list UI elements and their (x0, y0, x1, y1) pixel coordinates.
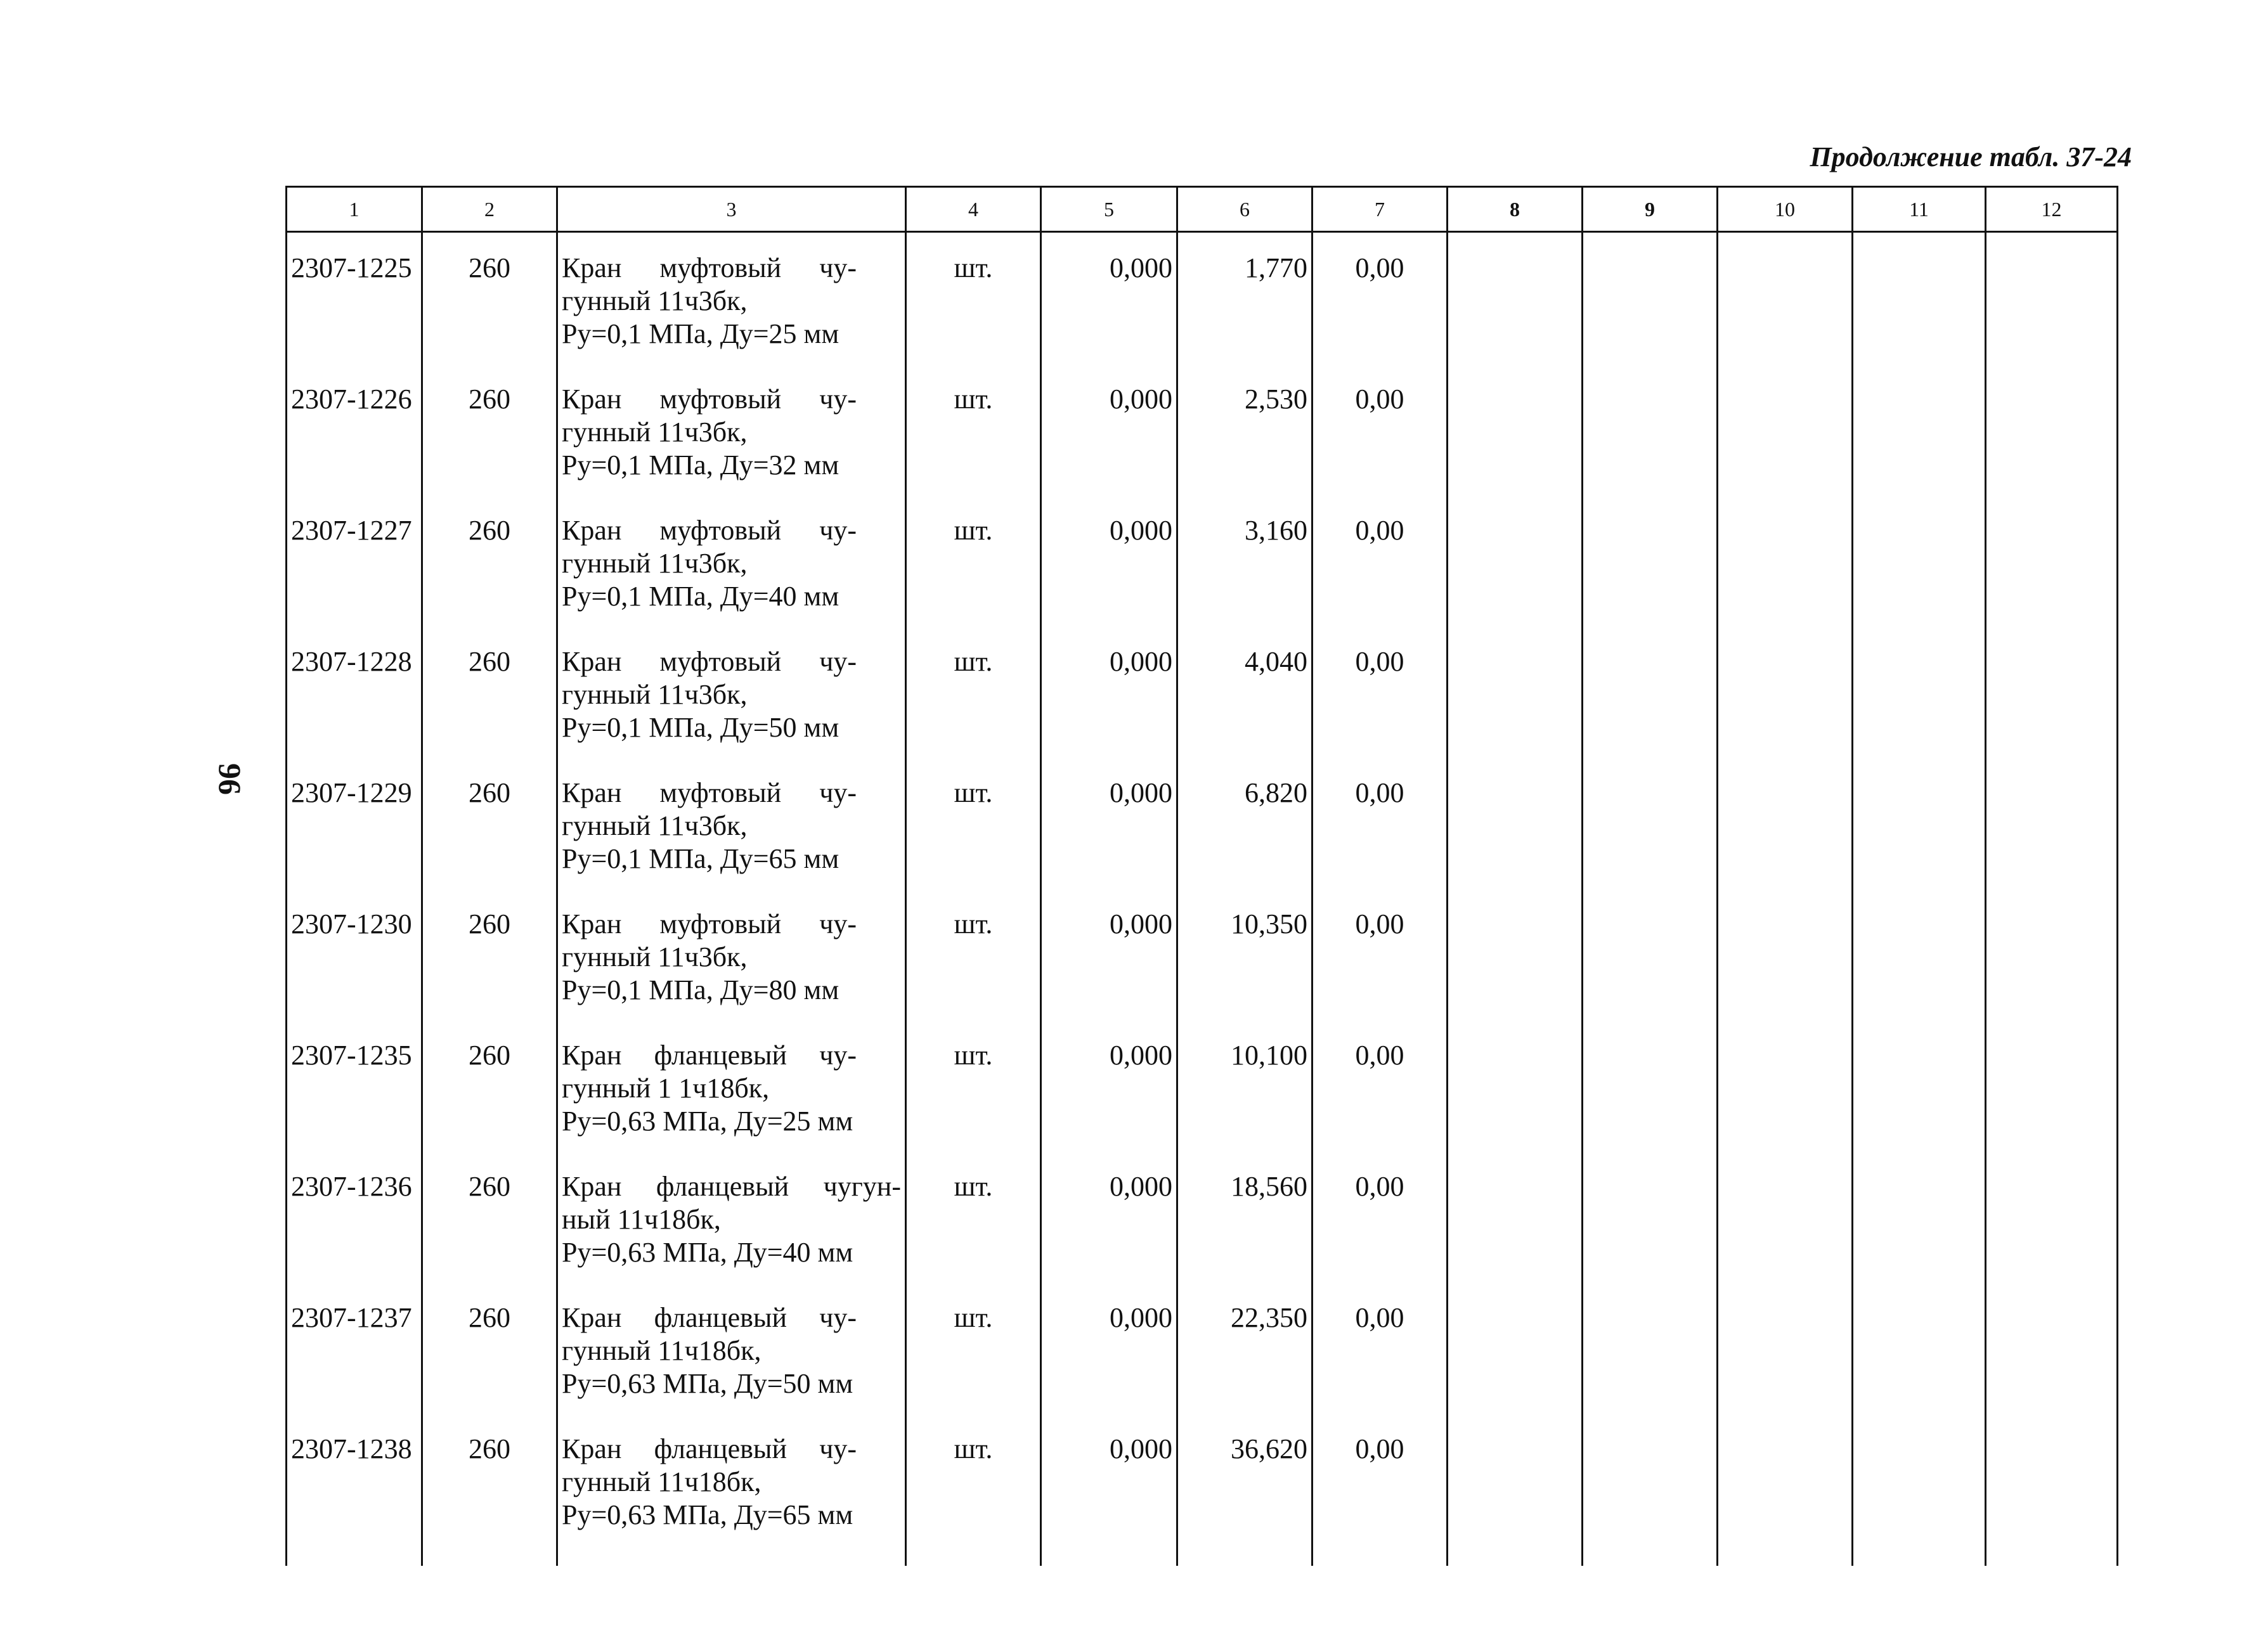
cell-empty (1718, 758, 1853, 889)
cell-code: 2307-1235 (287, 1020, 422, 1151)
cell-group: 260 (422, 1414, 557, 1566)
cell-col6: 3,160 (1177, 495, 1312, 626)
cell-empty (1718, 1414, 1853, 1566)
cell-code: 2307-1238 (287, 1414, 422, 1566)
description-line: Pу=0,1 МПа, Дy=32 мм (562, 449, 839, 481)
cell-empty (1583, 1151, 1718, 1282)
cell-unit: шт. (906, 1151, 1041, 1282)
description-line: Pу=0,1 МПа, Дy=40 мм (562, 581, 839, 612)
description-line: Кран фланцевый чугун- (562, 1171, 901, 1202)
cell-description (557, 495, 906, 626)
cell-empty (1853, 495, 1986, 626)
description-line: Pу=0,63 МПа, Дy=25 мм (562, 1106, 853, 1137)
cell-description (557, 889, 906, 1020)
description-line: Pу=0,63 МПа, Дy=40 мм (562, 1237, 853, 1268)
cell-empty (1448, 364, 1583, 495)
cell-col6: 36,620 (1177, 1414, 1312, 1566)
cell-code: 2307-1225 (287, 232, 422, 365)
cell-col5: 0,000 (1041, 889, 1177, 1020)
cell-empty (1583, 1414, 1718, 1566)
cell-empty (1448, 232, 1583, 365)
cell-col5: 0,000 (1041, 758, 1177, 889)
description-line: гунный 11ч3бк, (562, 810, 748, 841)
description-line: Кран фланцевый чу- (562, 1040, 857, 1071)
cell-empty (1986, 626, 2118, 758)
description-line: гунный 11ч3бк, (562, 285, 748, 316)
cell-empty (1583, 232, 1718, 365)
cell-empty (1583, 1020, 1718, 1151)
cell-col7: 0,00 (1312, 626, 1448, 758)
cell-empty (1986, 364, 2118, 495)
cell-col7: 0,00 (1312, 1414, 1448, 1566)
description-line: Pу=0,1 МПа, Дy=25 мм (562, 318, 839, 349)
cell-unit: шт. (906, 1020, 1041, 1151)
column-header: 8 (1448, 187, 1583, 232)
cell-empty (1583, 364, 1718, 495)
cell-col7: 0,00 (1312, 495, 1448, 626)
cell-empty (1853, 232, 1986, 365)
cell-empty (1853, 1414, 1986, 1566)
cell-unit: шт. (906, 364, 1041, 495)
cell-description (557, 232, 906, 365)
table-row (287, 758, 2118, 889)
cell-col7: 0,00 (1312, 1282, 1448, 1414)
cell-description (557, 758, 906, 889)
cell-code: 2307-1227 (287, 495, 422, 626)
description-line: гунный 11ч3бк, (562, 548, 748, 579)
table-caption: Продолжение табл. 37-24 (1810, 141, 2132, 172)
cell-code: 2307-1230 (287, 889, 422, 1020)
description-line: Pу=0,1 МПа, Дy=65 мм (562, 843, 839, 874)
cell-group: 260 (422, 1282, 557, 1414)
table-row (287, 232, 2118, 365)
cell-group: 260 (422, 495, 557, 626)
data-table (285, 186, 2118, 1566)
cell-code: 2307-1226 (287, 364, 422, 495)
cell-description (557, 1282, 906, 1414)
cell-unit: шт. (906, 626, 1041, 758)
cell-col5: 0,000 (1041, 1020, 1177, 1151)
column-header: 5 (1041, 187, 1177, 232)
column-header: 4 (906, 187, 1041, 232)
cell-empty (1986, 1414, 2118, 1566)
cell-empty (1718, 495, 1853, 626)
cell-empty (1448, 1020, 1583, 1151)
cell-empty (1986, 1151, 2118, 1282)
cell-empty (1853, 1020, 1986, 1151)
column-header: 10 (1718, 187, 1853, 232)
cell-empty (1986, 1282, 2118, 1414)
cell-empty (1853, 889, 1986, 1020)
cell-col7: 0,00 (1312, 1020, 1448, 1151)
description-line: гунный 11ч3бк, (562, 679, 748, 710)
cell-empty (1853, 1151, 1986, 1282)
cell-col6: 10,100 (1177, 1020, 1312, 1151)
cell-empty (1448, 1282, 1583, 1414)
cell-unit: шт. (906, 1282, 1041, 1414)
cell-code: 2307-1229 (287, 758, 422, 889)
cell-empty (1448, 1414, 1583, 1566)
description-line: гунный 1 1ч18бк, (562, 1073, 770, 1104)
cell-unit: шт. (906, 758, 1041, 889)
cell-col5: 0,000 (1041, 364, 1177, 495)
cell-empty (1853, 626, 1986, 758)
cell-col7: 0,00 (1312, 1151, 1448, 1282)
cell-col5: 0,000 (1041, 232, 1177, 365)
cell-unit: шт. (906, 232, 1041, 365)
cell-empty (1448, 758, 1583, 889)
cell-group: 260 (422, 364, 557, 495)
table-row (287, 1414, 2118, 1566)
description-line: гунный 11ч18бк, (562, 1466, 761, 1497)
cell-empty (1718, 1282, 1853, 1414)
cell-description (557, 1414, 906, 1566)
column-header: 6 (1177, 187, 1312, 232)
cell-empty (1986, 758, 2118, 889)
description-line: Кран муфтовый чу- (562, 252, 857, 283)
cell-group: 260 (422, 758, 557, 889)
table-row (287, 889, 2118, 1020)
cell-col6: 2,530 (1177, 364, 1312, 495)
column-header: 9 (1583, 187, 1718, 232)
cell-empty (1583, 495, 1718, 626)
table-row (287, 1151, 2118, 1282)
cell-empty (1718, 1020, 1853, 1151)
cell-empty (1718, 889, 1853, 1020)
cell-unit: шт. (906, 889, 1041, 1020)
cell-description (557, 1151, 906, 1282)
cell-empty (1986, 232, 2118, 365)
description-line: Кран муфтовый чу- (562, 384, 857, 415)
cell-col6: 22,350 (1177, 1282, 1312, 1414)
description-line: Кран муфтовый чу- (562, 908, 857, 939)
description-line: Кран фланцевый чу- (562, 1302, 857, 1333)
cell-unit: шт. (906, 1414, 1041, 1566)
description-line: гунный 11ч3бк, (562, 941, 748, 972)
header-row (287, 187, 2118, 232)
cell-description (557, 1020, 906, 1151)
page-number: 96 (212, 763, 248, 795)
cell-code: 2307-1236 (287, 1151, 422, 1282)
cell-empty (1718, 232, 1853, 365)
cell-group: 260 (422, 626, 557, 758)
cell-col6: 1,770 (1177, 232, 1312, 365)
column-header: 3 (557, 187, 906, 232)
cell-col6: 6,820 (1177, 758, 1312, 889)
cell-empty (1986, 1020, 2118, 1151)
cell-empty (1448, 626, 1583, 758)
cell-col7: 0,00 (1312, 364, 1448, 495)
cell-empty (1718, 626, 1853, 758)
description-line: Pу=0,1 МПа, Дy=80 мм (562, 974, 839, 1005)
column-header: 12 (1986, 187, 2118, 232)
cell-col5: 0,000 (1041, 1414, 1177, 1566)
description-line: Кран муфтовый чу- (562, 515, 857, 546)
cell-group: 260 (422, 232, 557, 365)
cell-empty (1986, 889, 2118, 1020)
cell-empty (1583, 758, 1718, 889)
description-line: Кран фланцевый чу- (562, 1433, 857, 1464)
cell-empty (1583, 1282, 1718, 1414)
cell-group: 260 (422, 1020, 557, 1151)
cell-group: 260 (422, 889, 557, 1020)
cell-col7: 0,00 (1312, 232, 1448, 365)
cell-col7: 0,00 (1312, 889, 1448, 1020)
table-body (287, 232, 2118, 1566)
description-line: Кран муфтовый чу- (562, 646, 857, 677)
column-header: 1 (287, 187, 422, 232)
cell-empty (1986, 495, 2118, 626)
description-line: Pу=0,63 МПа, Дy=65 мм (562, 1499, 853, 1530)
description-line: гунный 11ч3бк, (562, 416, 748, 448)
description-line: Кран муфтовый чу- (562, 777, 857, 808)
cell-empty (1853, 758, 1986, 889)
cell-col5: 0,000 (1041, 626, 1177, 758)
cell-col6: 4,040 (1177, 626, 1312, 758)
cell-empty (1718, 1151, 1853, 1282)
description-line: Pу=0,1 МПа, Дy=50 мм (562, 712, 839, 743)
cell-code: 2307-1237 (287, 1282, 422, 1414)
cell-empty (1583, 889, 1718, 1020)
cell-group: 260 (422, 1151, 557, 1282)
cell-empty (1448, 495, 1583, 626)
cell-empty (1718, 364, 1853, 495)
cell-empty (1583, 626, 1718, 758)
cell-code: 2307-1228 (287, 626, 422, 758)
cell-unit: шт. (906, 495, 1041, 626)
description-line: ный 11ч18бк, (562, 1204, 721, 1235)
table-row (287, 1020, 2118, 1151)
description-line: Pу=0,63 МПа, Дy=50 мм (562, 1368, 853, 1399)
cell-col6: 10,350 (1177, 889, 1312, 1020)
cell-empty (1448, 889, 1583, 1020)
cell-empty (1853, 1282, 1986, 1414)
cell-col5: 0,000 (1041, 495, 1177, 626)
cell-empty (1853, 364, 1986, 495)
cell-description (557, 626, 906, 758)
cell-empty (1448, 1151, 1583, 1282)
table-header (287, 187, 2118, 232)
table-row (287, 364, 2118, 495)
cell-col5: 0,000 (1041, 1282, 1177, 1414)
column-header: 11 (1853, 187, 1986, 232)
table-row (287, 495, 2118, 626)
cell-col5: 0,000 (1041, 1151, 1177, 1282)
cell-col7: 0,00 (1312, 758, 1448, 889)
table-row (287, 626, 2118, 758)
column-header: 2 (422, 187, 557, 232)
cell-description (557, 364, 906, 495)
cell-col6: 18,560 (1177, 1151, 1312, 1282)
table-row (287, 1282, 2118, 1414)
column-header: 7 (1312, 187, 1448, 232)
description-line: гунный 11ч18бк, (562, 1335, 761, 1366)
